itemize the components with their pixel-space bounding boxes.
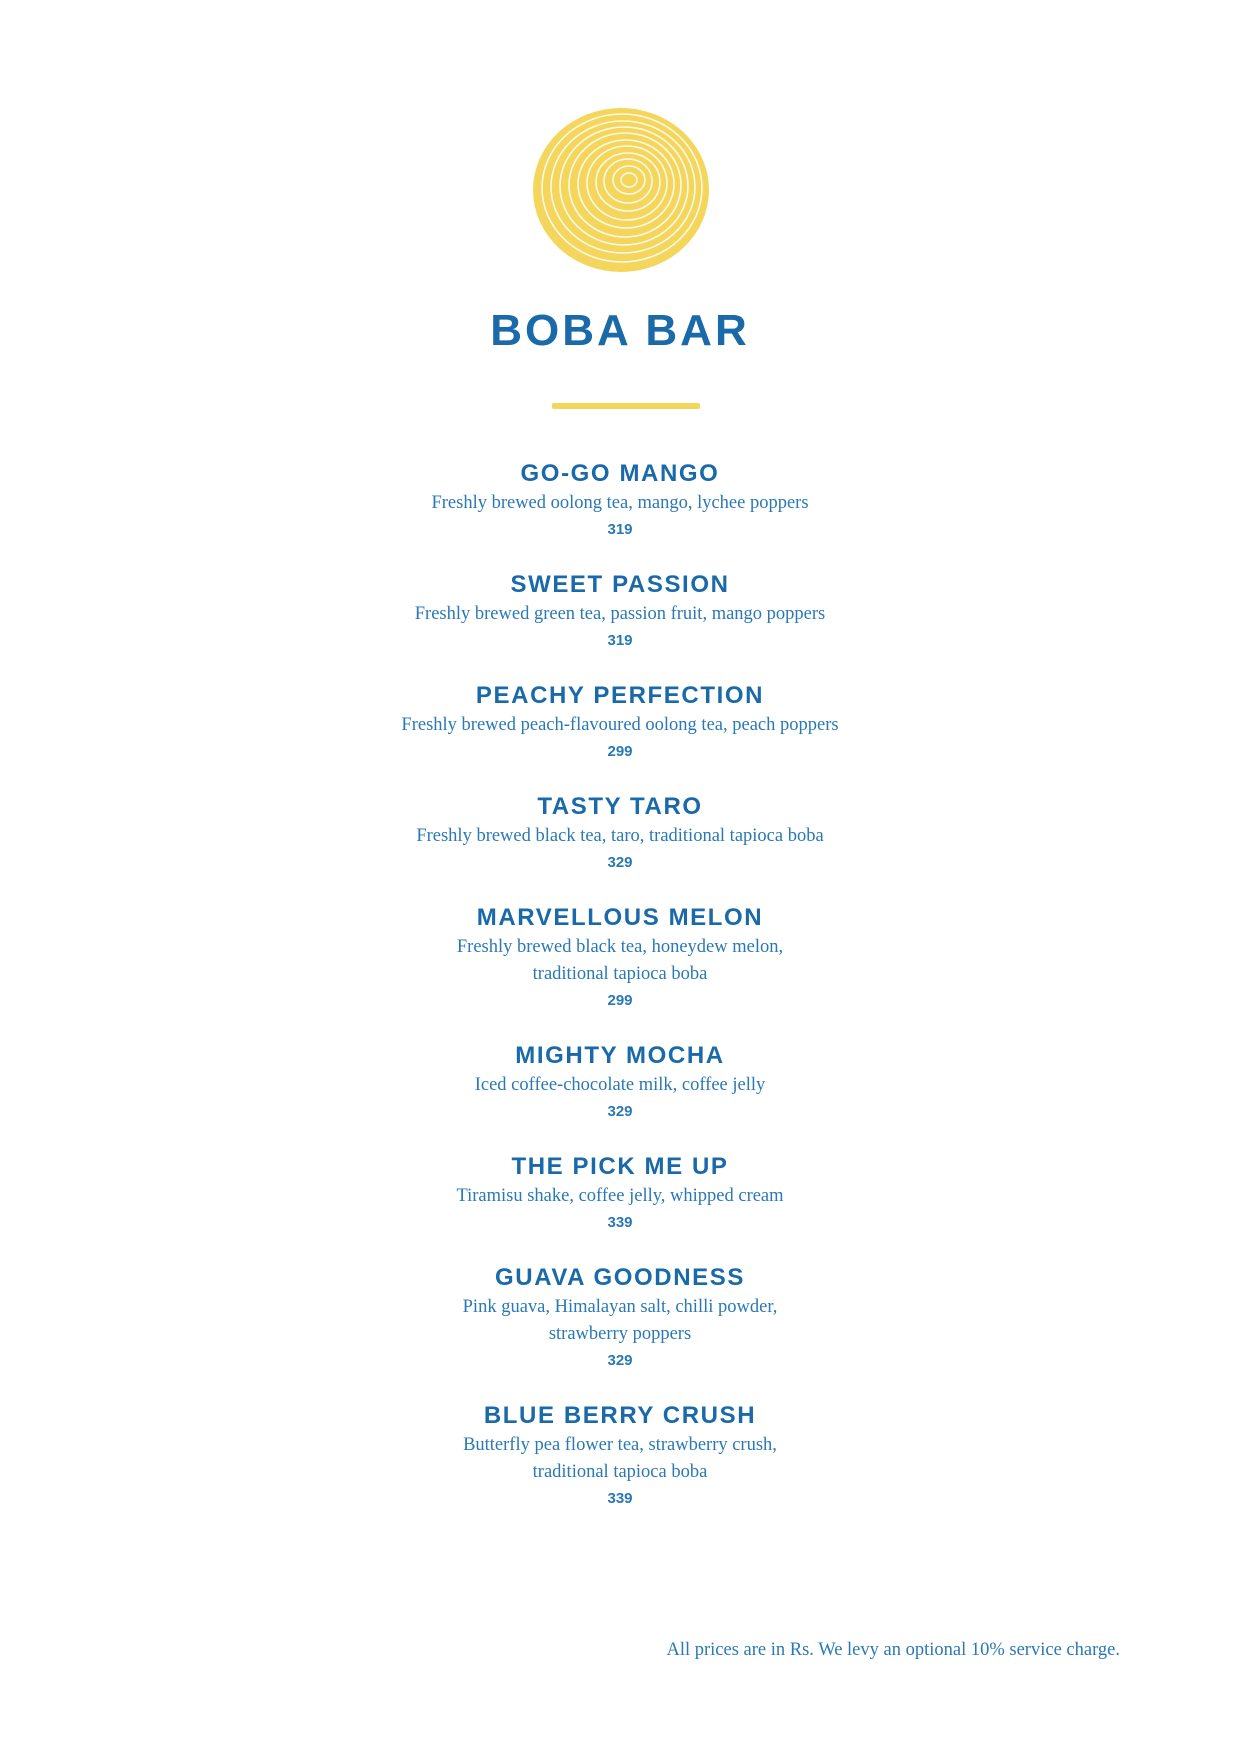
menu-item-description-line: Tiramisu shake, coffee jelly, whipped cream [456,1186,784,1206]
menu-item [0,459,1240,543]
menu-item [0,903,1240,1014]
menu-item-description [0,934,1240,988]
menu-item [0,1401,1240,1512]
menu-item-name: THE PICK ME UP [511,1153,729,1180]
menu-item-description [0,823,1240,850]
menu-item-description-line: Freshly brewed black tea, honeydew melon, [456,937,784,957]
menu-item-description-line: traditional tapioca boba [532,1462,708,1482]
menu-item-name: MARVELLOUS MELON [476,904,764,931]
menu-item-price: 329 [607,1352,633,1369]
menu-item-description-line: strawberry poppers [548,1324,692,1344]
menu-item-description-line: Pink guava, Himalayan salt, chilli powder, [462,1297,778,1317]
menu-item-name: SWEET PASSION [510,571,730,598]
menu-item-price: 339 [607,1214,633,1231]
menu-item-name: GO-GO MANGO [520,460,720,487]
yellow-concentric-circle-icon [530,106,712,274]
menu-item [0,1041,1240,1125]
price-note: All prices are in Rs. We levy an optional 10% service charge. [666,1640,1120,1660]
menu-list [0,459,1240,1539]
menu-item-description-line: Iced coffee-chocolate milk, coffee jelly [474,1075,766,1095]
menu-item-description [0,1294,1240,1348]
menu-item [0,681,1240,765]
menu-item [0,570,1240,654]
menu-item-price: 329 [607,1103,633,1120]
menu-item-description [0,1072,1240,1099]
menu-item-price: 319 [607,632,633,649]
menu-item-price: 329 [607,854,633,871]
menu-item-name: PEACHY PERFECTION [475,682,765,709]
menu-item-description [0,601,1240,628]
page-title: BOBA BAR [490,306,750,355]
menu-item-price: 299 [607,992,633,1009]
title-divider [552,403,700,409]
menu-item-name: TASTY TARO [537,793,703,820]
menu-item [0,1152,1240,1236]
menu-item-description [0,490,1240,517]
menu-item-name: MIGHTY MOCHA [515,1042,725,1069]
menu-item-description-line: Freshly brewed green tea, passion fruit, mango poppers [414,604,826,624]
menu-item-price: 299 [607,743,633,760]
menu-item-description-line: Freshly brewed peach-flavoured oolong tea, peach poppers [401,715,839,735]
menu-item-name: GUAVA GOODNESS [495,1264,745,1291]
menu-item-price: 319 [607,521,633,538]
menu-item-name: BLUE BERRY CRUSH [483,1402,757,1429]
menu-item-description-line: traditional tapioca boba [532,964,708,984]
menu-item-description-line: Freshly brewed black tea, taro, traditional tapioca boba [416,826,824,846]
menu-item-description [0,1432,1240,1486]
menu-item-description-line: Butterfly pea flower tea, strawberry crush, [463,1435,777,1455]
menu-item-description-line: Freshly brewed oolong tea, mango, lychee poppers [431,493,809,513]
menu-item [0,792,1240,876]
menu-item-price: 339 [607,1490,633,1507]
menu-item [0,1263,1240,1374]
menu-item-description [0,712,1240,739]
menu-item-description [0,1183,1240,1210]
